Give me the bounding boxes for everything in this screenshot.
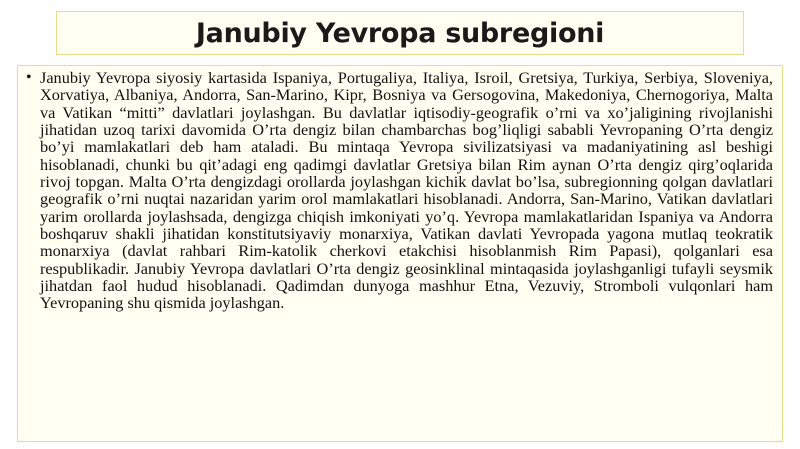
slide-title: Janubiy Yevropa subregioni [195, 17, 605, 49]
body-text: Janubiy Yevropa siyosiy kartasida Ispaniya, Portugaliya, Italiya, Isroil, Gretsiya, Turkiya, Serbiya, Sloveniya, Xorvatiya, Albaniya, Andorra, San-Marino, Kipr, Bosniya va Gersogovina, Makedoniya, Chernogoriya, Malta va Vatikan “mitti” davlatlari joylashgan. Bu davlatlar iqtisodiy-geografik o’rni va xo’jaligining rivojlanishi jihatidan uzoq tarixi davomida O’rta dengiz bilan chambarchas bog’liqligi sababli Yevropaning O’rta dengiz bo’yi mamlakatlari deb ham ataladi. Bu mintaqa Yevropa sivilizatsiyasi va madaniyatining asl beshigi hisoblanadi, chunki bu qit’adagi eng qadimgi davlatlar Gretsiya bilan Rim aynan O’rta dengiz qirg’oqlarida rivoj topgan. Malta O’rta dengizdagi orollarda joylashgan kichik davlat bo’lsa, subregionning qolgan davlatlari geografik o’rni nuqtai nazaridan yarim orol mamlakatlari hisoblanadi. Andorra, San-Marino, Vatikan davlatlari yarim orollarda joylashsada, dengizga chiqish imkoniyati yo’q. Yevropa mamlakatlaridan Ispaniya va Andorra boshqaruv shakli jihatidan konstitutsiyaviy monarxiya, Vatikan davlati Yevropada yagona mutlaq teokratik monarxiya (davlat rahbari Rim-katolik cherkovi etakchisi hisoblanmish Rim Papasi), qolganlari esa respublikadir. Janubiy Yevropa davlatlari O’rta dengiz geosinklinal mintaqasida joylashganligi tufayli seysmik jihatdan faol hudud hisoblanadi. Qadimdan dunyoga mashhur Etna, Vezuviy, Stromboli vulqonlari ham Yevropaning shu qismida joylashgan. [40, 68, 773, 313]
content-box [17, 65, 783, 442]
title-box [56, 11, 744, 55]
bullet-icon: • [26, 69, 32, 86]
bullet-paragraph [26, 69, 773, 312]
